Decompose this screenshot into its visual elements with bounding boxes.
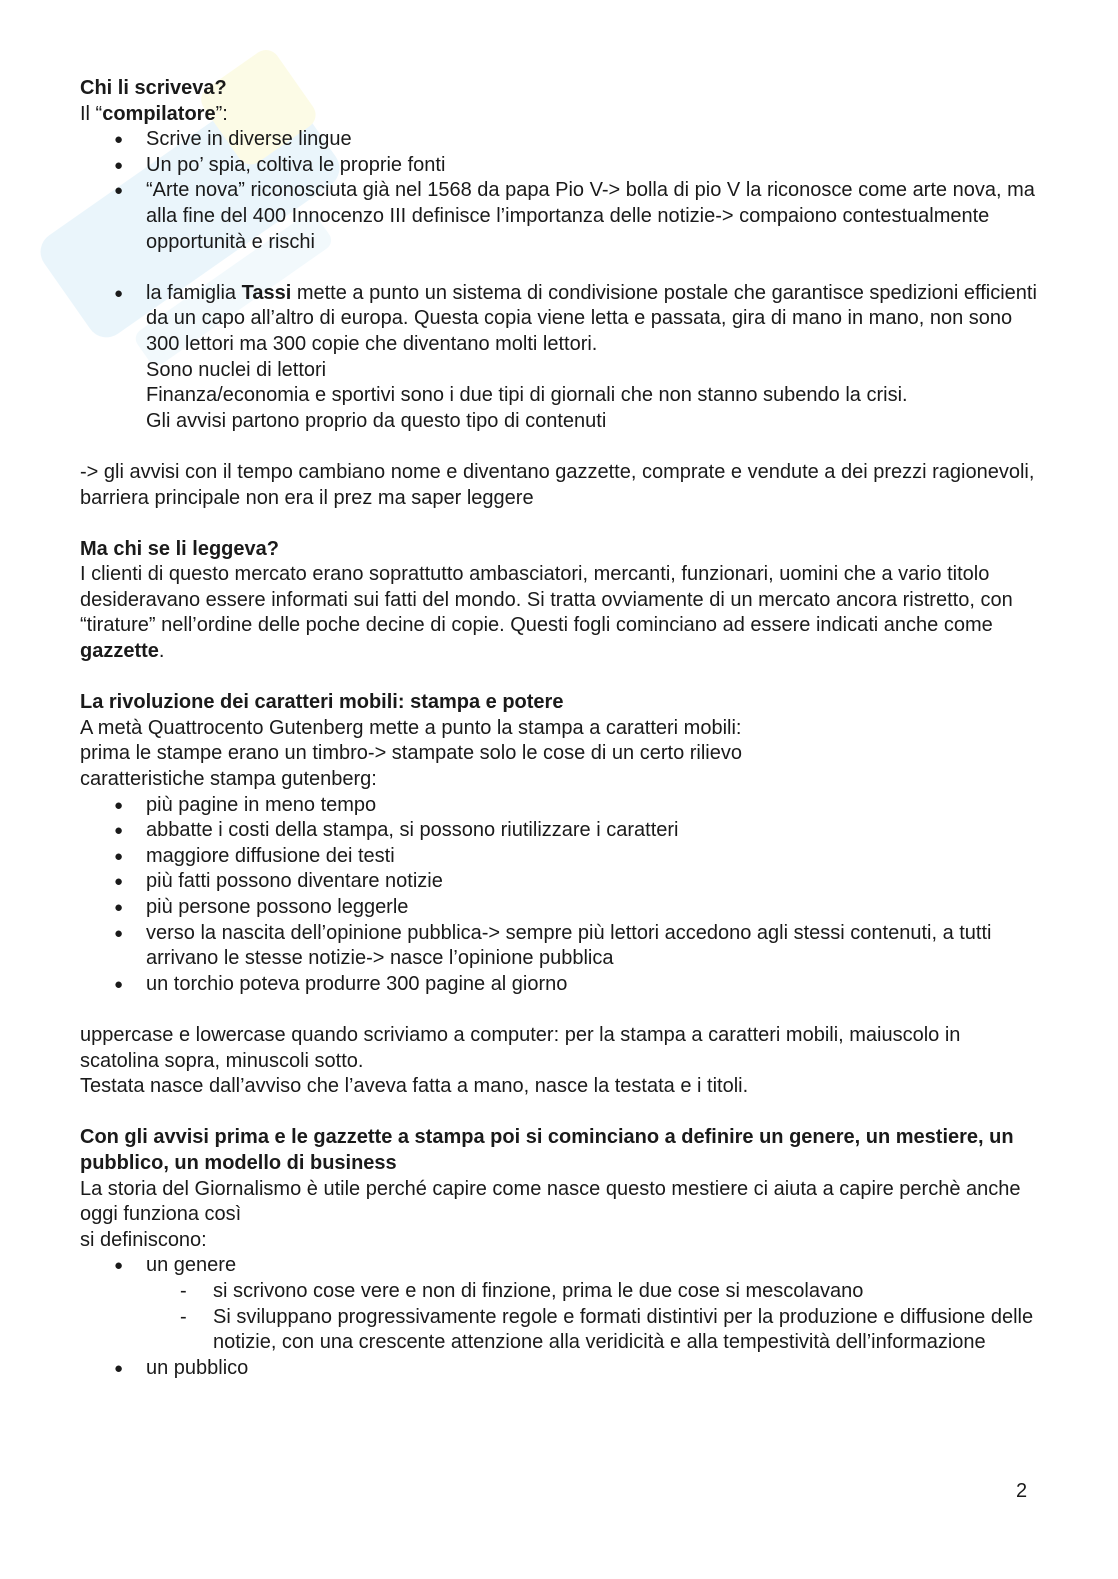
compilatore-term: compilatore [102, 102, 216, 125]
testata-paragraph: Testata nasce dall’avviso che l’aveva fatta a mano, nasce la testata e i titoli. [80, 1075, 749, 1098]
tassi-term: Tassi [241, 281, 292, 304]
gazzette-term: gazzette [80, 640, 159, 663]
text-line: prima le stampe erano un timbro-> stampate solo le cose di un certo rilievo [80, 742, 742, 765]
definiscono-bullet-list [80, 1253, 1040, 1381]
dash-item: - Si sviluppano progressivamente regole e formati distintivi per la produzione e diffusione delle notizie, con una crescente attenzione alla veridicità e alla tempestività dell’informazione [213, 1305, 1040, 1356]
list-item: ● “Arte nova” riconosciuta già nel 1568 da papa Pio V-> bolla di pio V la riconosce come arte nova, ma alla fine del 400 Innocenzo III definisce l’importanza delle notizie-> compaiono contestualmente opportunità e rischi [146, 178, 1040, 255]
heading-genere-mestiere-pubblico: Con gli avvisi prima e le gazzette a stampa poi si cominciano a definire un genere, un mestiere, un pubblico, un modello di business [80, 1126, 1014, 1174]
list-item-tassi: ● la famiglia Tassi mette a punto un sistema di condivisione postale che garantisce spedizioni efficienti da un capo all’altro di europa. Questa copia viene letta e passata, gira di mano in mano, non sono 300 lettori ma 300 copie che diventano molti lettori. Sono nuclei di lettori Finanza/economia e sportivi sono i due tipi di giornali che non stanno subendo la crisi. Gli avvisi partono proprio da questo tipo di contenuti [146, 281, 1040, 435]
list-item-genere: ● un genere - si scrivono cose vere e non di finzione, prima le due cose si mescolavano - Si sviluppano progressivamente regole e formati distintivi per la produzione e diffusione delle notizie, con una crescente attenzione alla veridicità e alla tempestività dell’informazione [146, 1253, 1040, 1355]
uppercase-paragraph: uppercase e lowercase quando scriviamo a computer: per la stampa a caratteri mobili, maiuscolo in scatolina sopra, minuscoli sotto. [80, 1023, 961, 1072]
page-number: 2 [1016, 1480, 1028, 1502]
heading-rivoluzione-caratteri-mobili: La rivoluzione dei caratteri mobili: stampa e potere [80, 691, 564, 714]
text-line: caratteristiche stampa gutenberg: [80, 768, 377, 791]
storia-paragraph: La storia del Giornalismo è utile perché capire come nasce questo mestiere ci aiuta a capire perchè anche oggi funziona così [80, 1177, 1021, 1226]
list-item: ● maggiore diffusione dei testi [146, 844, 1040, 870]
text-line: A metà Quattrocento Gutenberg mette a punto la stampa a caratteri mobili: [80, 716, 742, 739]
gazzette-paragraph: -> gli avvisi con il tempo cambiano nome e diventano gazzette, comprate e vendute a dei prezzi ragionevoli, barriera principale non era il prez ma saper leggere [80, 460, 1035, 509]
heading-chi-se-li-leggeva: Ma chi se li leggeva? [80, 537, 279, 560]
list-item-pubblico: ● un pubblico [146, 1356, 1040, 1382]
list-item: ● Un po’ spia, coltiva le proprie fonti [146, 153, 1040, 179]
list-item: ● più pagine in meno tempo [146, 793, 1040, 819]
tassi-line: Finanza/economia e sportivi sono i due tipi di giornali che non stanno subendo la crisi. [146, 384, 908, 407]
list-item: ● più fatti possono diventare notizie [146, 869, 1040, 895]
list-item: ● più persone possono leggerle [146, 895, 1040, 921]
tassi-line: Gli avvisi partono proprio da questo tipo di contenuti [146, 409, 607, 432]
dash-item: - si scrivono cose vere e non di finzione, prima le due cose si mescolavano [213, 1279, 1040, 1305]
page-content [80, 76, 1040, 1381]
list-item: ● Scrive in diverse lingue [146, 127, 1040, 153]
tassi-line: Sono nuclei di lettori [146, 358, 327, 381]
heading-chi-li-scriveva: Chi li scriveva? [80, 77, 227, 99]
tassi-bullet-list [80, 281, 1040, 435]
gutenberg-bullet-list [80, 793, 1040, 998]
compilatore-intro: Il “compilatore”: [80, 102, 228, 125]
text-line: si definiscono: [80, 1228, 207, 1251]
list-item: ● un torchio poteva produrre 300 pagine al giorno [146, 972, 1040, 998]
list-item: ● abbatte i costi della stampa, si possono riutilizzare i caratteri [146, 818, 1040, 844]
genere-dash-list [146, 1279, 1040, 1356]
clienti-paragraph: I clienti di questo mercato erano soprattutto ambasciatori, mercanti, funzionari, uomini che a vario titolo desideravano essere informati sui fatti del mondo. Si tratta ovviamente di un mercato ancora ristretto, con “tirature” nell’ordine delle poche decine di copie. Questi fogli cominciano ad essere indicati anche come gazzette. [80, 563, 1013, 663]
compilatore-bullet-list [80, 127, 1040, 255]
list-item: ● verso la nascita dell’opinione pubblica-> sempre più lettori accedono agli stessi contenuti, a tutti arrivano le stesse notizie-> nasce l’opinione pubblica [146, 921, 1040, 972]
